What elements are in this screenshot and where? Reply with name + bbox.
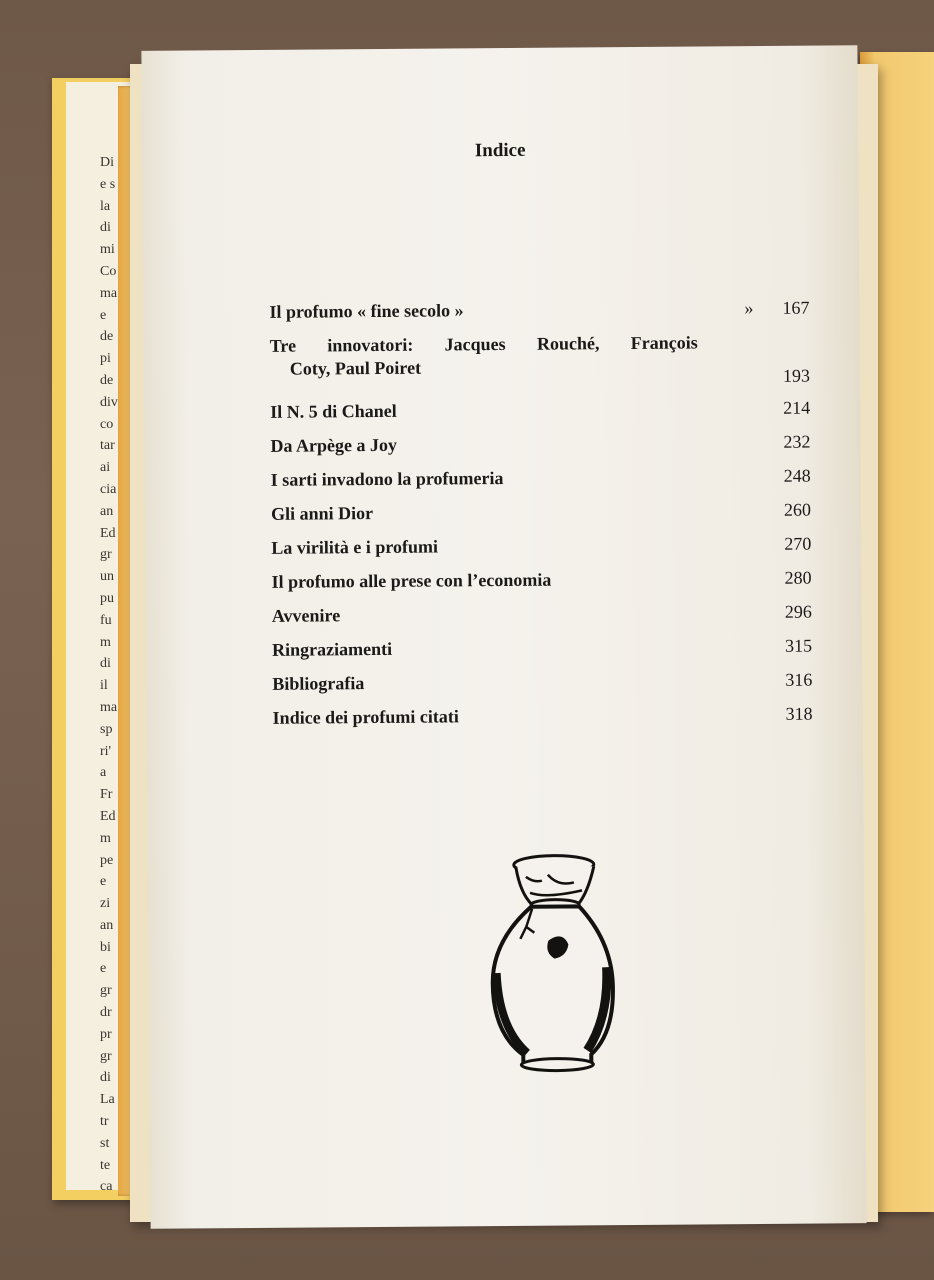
jacket-flap-line: di [100,656,111,672]
toc-entry [270,332,811,402]
jacket-flap-line: fu [100,612,112,628]
jacket-flap-line: st [100,1135,110,1151]
jacket-flap-line: cia [100,481,117,497]
jacket-flap-line: e [100,307,107,323]
jacket-flap-line: il [100,678,108,694]
jacket-flap-line: pu [100,590,114,606]
toc-entry-page: 167 [782,297,810,318]
book-page [141,45,866,1229]
toc-entry [272,636,812,674]
toc-entry-page: 318 [785,703,813,724]
toc-entry-page: 280 [784,567,812,588]
toc-entry-page: 315 [784,635,813,656]
jacket-flap-line: dr [100,1005,112,1021]
jacket-flap-line: e [100,961,107,977]
jacket-flap-line: ma [100,285,118,301]
toc-entry-page: 214 [783,397,811,418]
toc-entry-title-continuation: Coty, Paul Poiret [289,357,422,379]
jacket-flap-line: Ed [100,808,116,824]
toc-entry [269,298,809,336]
jacket-flap-line: di [100,220,111,236]
toc-entry-title: I sarti invadono la profumeria [270,467,504,490]
table-of-contents [269,298,812,742]
jacket-flap-line: ri' [100,743,112,759]
jacket-flap-line: e [100,874,107,890]
toc-entry-title: Da Arpège a Joy [270,434,398,456]
toc-entry-title: Ringraziamenti [272,638,393,660]
jacket-flap-line: an [100,917,114,933]
toc-entry-title: Il profumo alle prese con l’economia [271,569,552,592]
toc-entry [271,500,811,538]
jacket-flap-line: tr [100,1114,109,1130]
jacket-flap-line: de [100,329,114,345]
jacket-flap-line: Ed [100,525,116,541]
toc-ditto-mark: » [744,298,754,319]
jacket-flap-line: bi [100,939,111,955]
toc-entry-page: 270 [784,533,812,554]
toc-entry [271,534,811,572]
toc-entry-title: Bibliografia [272,673,365,694]
jacket-flap-line: de [100,372,114,388]
toc-entry-title: Il N. 5 di Chanel [270,400,397,422]
jacket-flap-line: co [100,416,114,432]
jacket-flap-line: Di [100,155,114,170]
jacket-flap-line: a [100,765,107,781]
toc-entry [270,432,810,470]
jacket-flap-line: gr [100,983,112,999]
jacket-flap-line: Co [100,263,117,279]
jacket-flap-line: tar [100,438,115,454]
toc-entry-title-line: Tre innovatori: Jacques Rouché, François [269,332,698,356]
toc-entry-title: Indice dei profumi citati [272,706,459,728]
toc-entry-page: 248 [783,465,811,486]
jacket-flap-line: zi [100,896,111,912]
toc-entry-page: 260 [783,499,812,520]
jacket-flap-line: ai [100,460,111,476]
toc-entry-title: Avvenire [271,605,341,626]
perfume-vase-illustration [486,852,618,1078]
jacket-flap-line: m [100,830,111,846]
jacket-flap-line: sp [100,721,113,737]
jacket-flap-line: gr [100,1048,112,1064]
jacket-flap-line: an [100,503,114,519]
jacket-flap-line: Fr [100,787,113,803]
jacket-flap-line: pr [100,1026,112,1042]
toc-entry [272,670,812,708]
toc-entry [273,704,813,742]
toc-entry-title: Il profumo « fine secolo » [269,300,464,322]
jacket-flap-line: ma [100,699,118,715]
jacket-flap-line: m [100,634,111,650]
jacket-flap-line: gr [100,547,112,563]
jacket-flap-line: di [100,1070,111,1086]
jacket-flap-line: div [100,394,118,410]
toc-entry [272,602,812,640]
toc-entry-page: 232 [783,431,811,452]
jacket-flap-line: te [100,1157,111,1173]
toc-entry-page: 316 [785,669,813,690]
toc-entry [271,466,811,504]
jacket-flap-line: pe [100,852,114,868]
jacket-flap-line: La [100,1092,115,1108]
jacket-flap-line: la [100,198,111,214]
toc-entry-title: La virilità e i profumi [271,536,439,558]
toc-entry [271,568,811,606]
toc-entry-title: Gli anni Dior [270,503,374,524]
jacket-flap-line: e s [100,176,116,192]
jacket-flap-line: ca [100,1179,113,1190]
jacket-flap-line: un [100,569,114,585]
toc-entry-page: 193 [782,365,811,386]
toc-entry [270,398,810,436]
toc-entry-page: 296 [784,601,812,622]
jacket-flap-line: pi [100,351,111,367]
toc-entry-title [270,332,698,379]
jacket-flap-line: mi [100,242,115,258]
page-title: Indice [474,139,526,162]
